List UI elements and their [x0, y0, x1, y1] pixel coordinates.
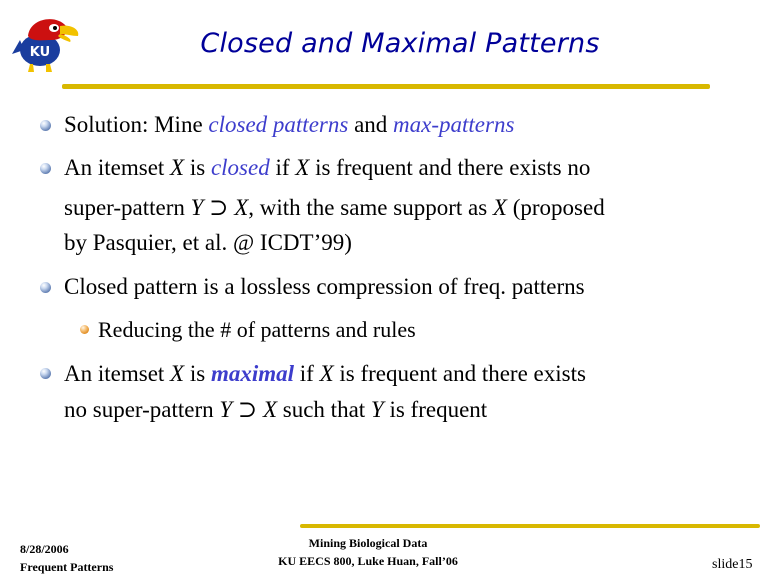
- sub-bullet-text: Reducing the # of patterns and rules: [98, 317, 416, 342]
- slide-number: slide15: [712, 557, 753, 572]
- bullet-icon: [40, 120, 51, 131]
- page-title: Closed and Maximal Patterns: [200, 28, 600, 59]
- footer-date: 8/28/2006: [20, 542, 69, 556]
- bullet-2-line-3: by Pasquier, et al. @ ICDT’99): [64, 230, 352, 255]
- footer-topic: Frequent Patterns: [20, 560, 114, 574]
- bullet-1-text: Solution: Mine closed patterns and max-patterns: [64, 112, 515, 137]
- bullet-icon: [40, 368, 51, 379]
- logo-letters: KU: [29, 45, 51, 60]
- bullet-icon: [40, 163, 51, 174]
- footer-course: [262, 534, 474, 570]
- title-divider: [62, 84, 710, 89]
- footer-left: [20, 540, 113, 576]
- bullet-2-line-2: super-pattern Y ⊃ X, with the same support as X (proposed: [64, 195, 605, 220]
- bullet-3-text: Closed pattern is a lossless compression of freq. patterns: [64, 274, 585, 299]
- sub-bullet-icon: [80, 325, 89, 334]
- footer-course-title: Mining Biological Data: [308, 536, 428, 550]
- footer-divider: [300, 524, 760, 528]
- bullet-4-line-1: An itemset X is maximal if X is frequent and there exists: [64, 361, 586, 386]
- footer-course-info: KU EECS 800, Luke Huan, Fall’06: [278, 554, 458, 568]
- bullet-2-line-1: An itemset X is closed if X is frequent and there exists no: [64, 155, 591, 180]
- bullet-4-line-2: no super-pattern Y ⊃ X such that Y is frequent: [64, 397, 488, 422]
- ku-jayhawk-logo: [10, 10, 80, 74]
- bullet-icon: [40, 282, 51, 293]
